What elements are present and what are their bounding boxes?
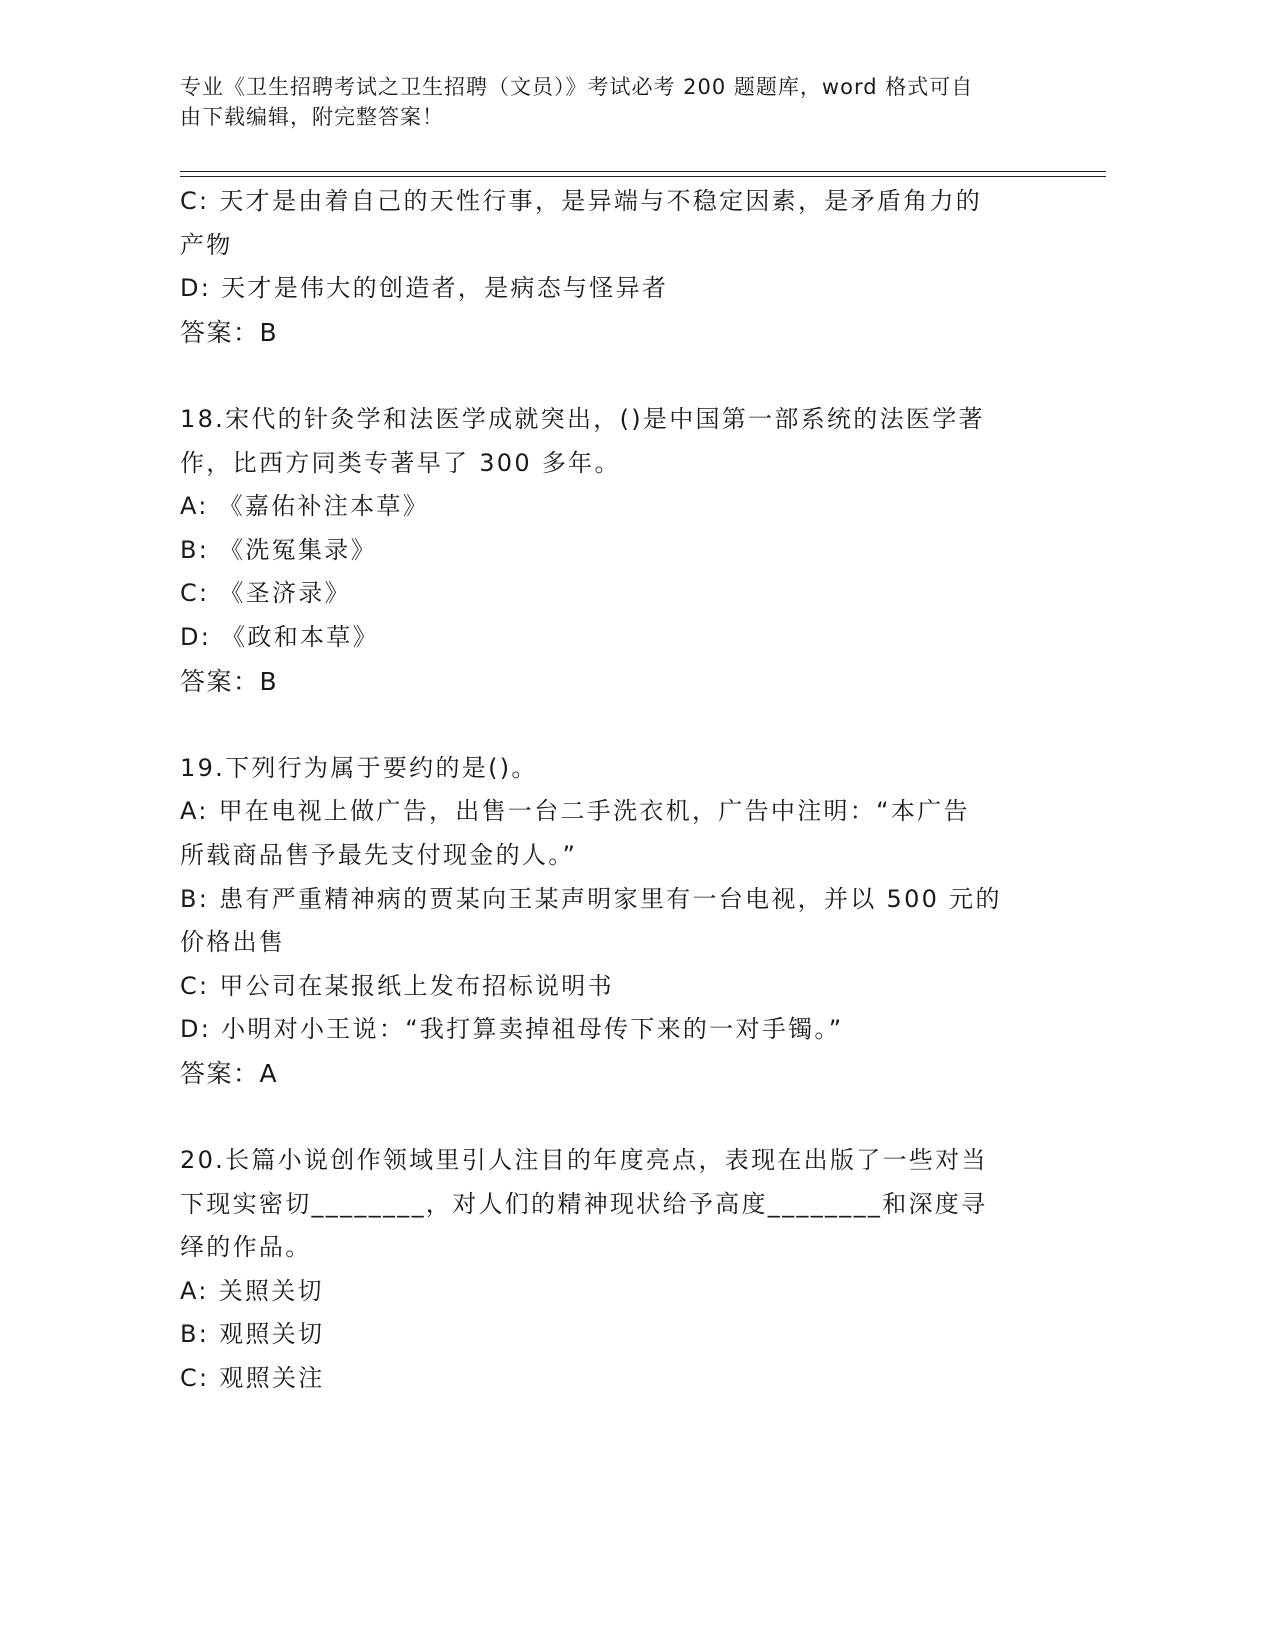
question-content <box>180 180 1040 1401</box>
answer: 答案：B <box>180 317 279 347</box>
option-b-line-1: B: 患有严重精神病的贾某向王某声明家里有一台电视，并以 500 元的 <box>180 884 1002 913</box>
question-20 <box>180 1139 1040 1401</box>
option-c: C: 观照关注 <box>180 1364 325 1393</box>
option-a: A: 《嘉佑补注本草》 <box>180 492 430 521</box>
option-d: D: 《政和本草》 <box>180 622 379 651</box>
option-c: C: 《圣济录》 <box>180 579 351 608</box>
option-a: A: 关照关切 <box>180 1276 324 1305</box>
option-a-line-2: 所载商品售予最先支付现金的人。” <box>180 840 578 869</box>
header-line-2: 由下载编辑，附完整答案！ <box>180 105 444 129</box>
question-stem-line-1: 20.长篇小说创作领域里引人注目的年度亮点，表现在出版了一些对当 <box>180 1146 988 1175</box>
question-17-tail <box>180 180 1040 354</box>
option-d: D: 天才是伟大的创造者，是病态与怪异者 <box>180 274 669 303</box>
option-b: B: 观照关切 <box>180 1320 325 1349</box>
question-stem-line-2: 作，比西方同类专著早了 300 多年。 <box>180 448 621 477</box>
header-line-1: 专业《卫生招聘考试之卫生招聘（文员）》考试必考 200 题题库，word 格式可自 <box>180 75 974 99</box>
question-stem: 19.下列行为属于要约的是()。 <box>180 753 538 782</box>
question-stem-line-2: 下现实密切________，对人们的精神现状给予高度________和深度寻 <box>180 1189 988 1218</box>
option-a-line-1: A: 甲在电视上做广告，出售一台二手洗衣机，广告中注明：“本广告 <box>180 797 970 826</box>
option-b-line-2: 价格出售 <box>180 928 286 957</box>
document-header <box>180 72 1040 132</box>
header-rule-top <box>180 171 1106 172</box>
option-d: D: 小明对小王说：“我打算卖掉祖母传下来的一对手镯。” <box>180 1015 844 1044</box>
question-18 <box>180 398 1040 703</box>
answer: 答案：A <box>180 1058 279 1088</box>
answer: 答案：B <box>180 666 279 696</box>
option-c-line-2: 产物 <box>180 230 233 259</box>
option-b: B: 《洗冤集录》 <box>180 535 377 564</box>
question-stem-line-3: 绎的作品。 <box>180 1233 312 1262</box>
spacer <box>180 1095 1040 1139</box>
spacer <box>180 703 1040 747</box>
question-19 <box>180 747 1040 1096</box>
option-c: C: 甲公司在某报纸上发布招标说明书 <box>180 971 614 1000</box>
question-stem-line-1: 18.宋代的针灸学和法医学成就突出，()是中国第一部系统的法医学著 <box>180 404 985 433</box>
spacer <box>180 354 1040 398</box>
option-c-line-1: C: 天才是由着自己的天性行事，是异端与不稳定因素，是矛盾角力的 <box>180 187 983 215</box>
header-rule-bottom <box>180 176 1106 177</box>
